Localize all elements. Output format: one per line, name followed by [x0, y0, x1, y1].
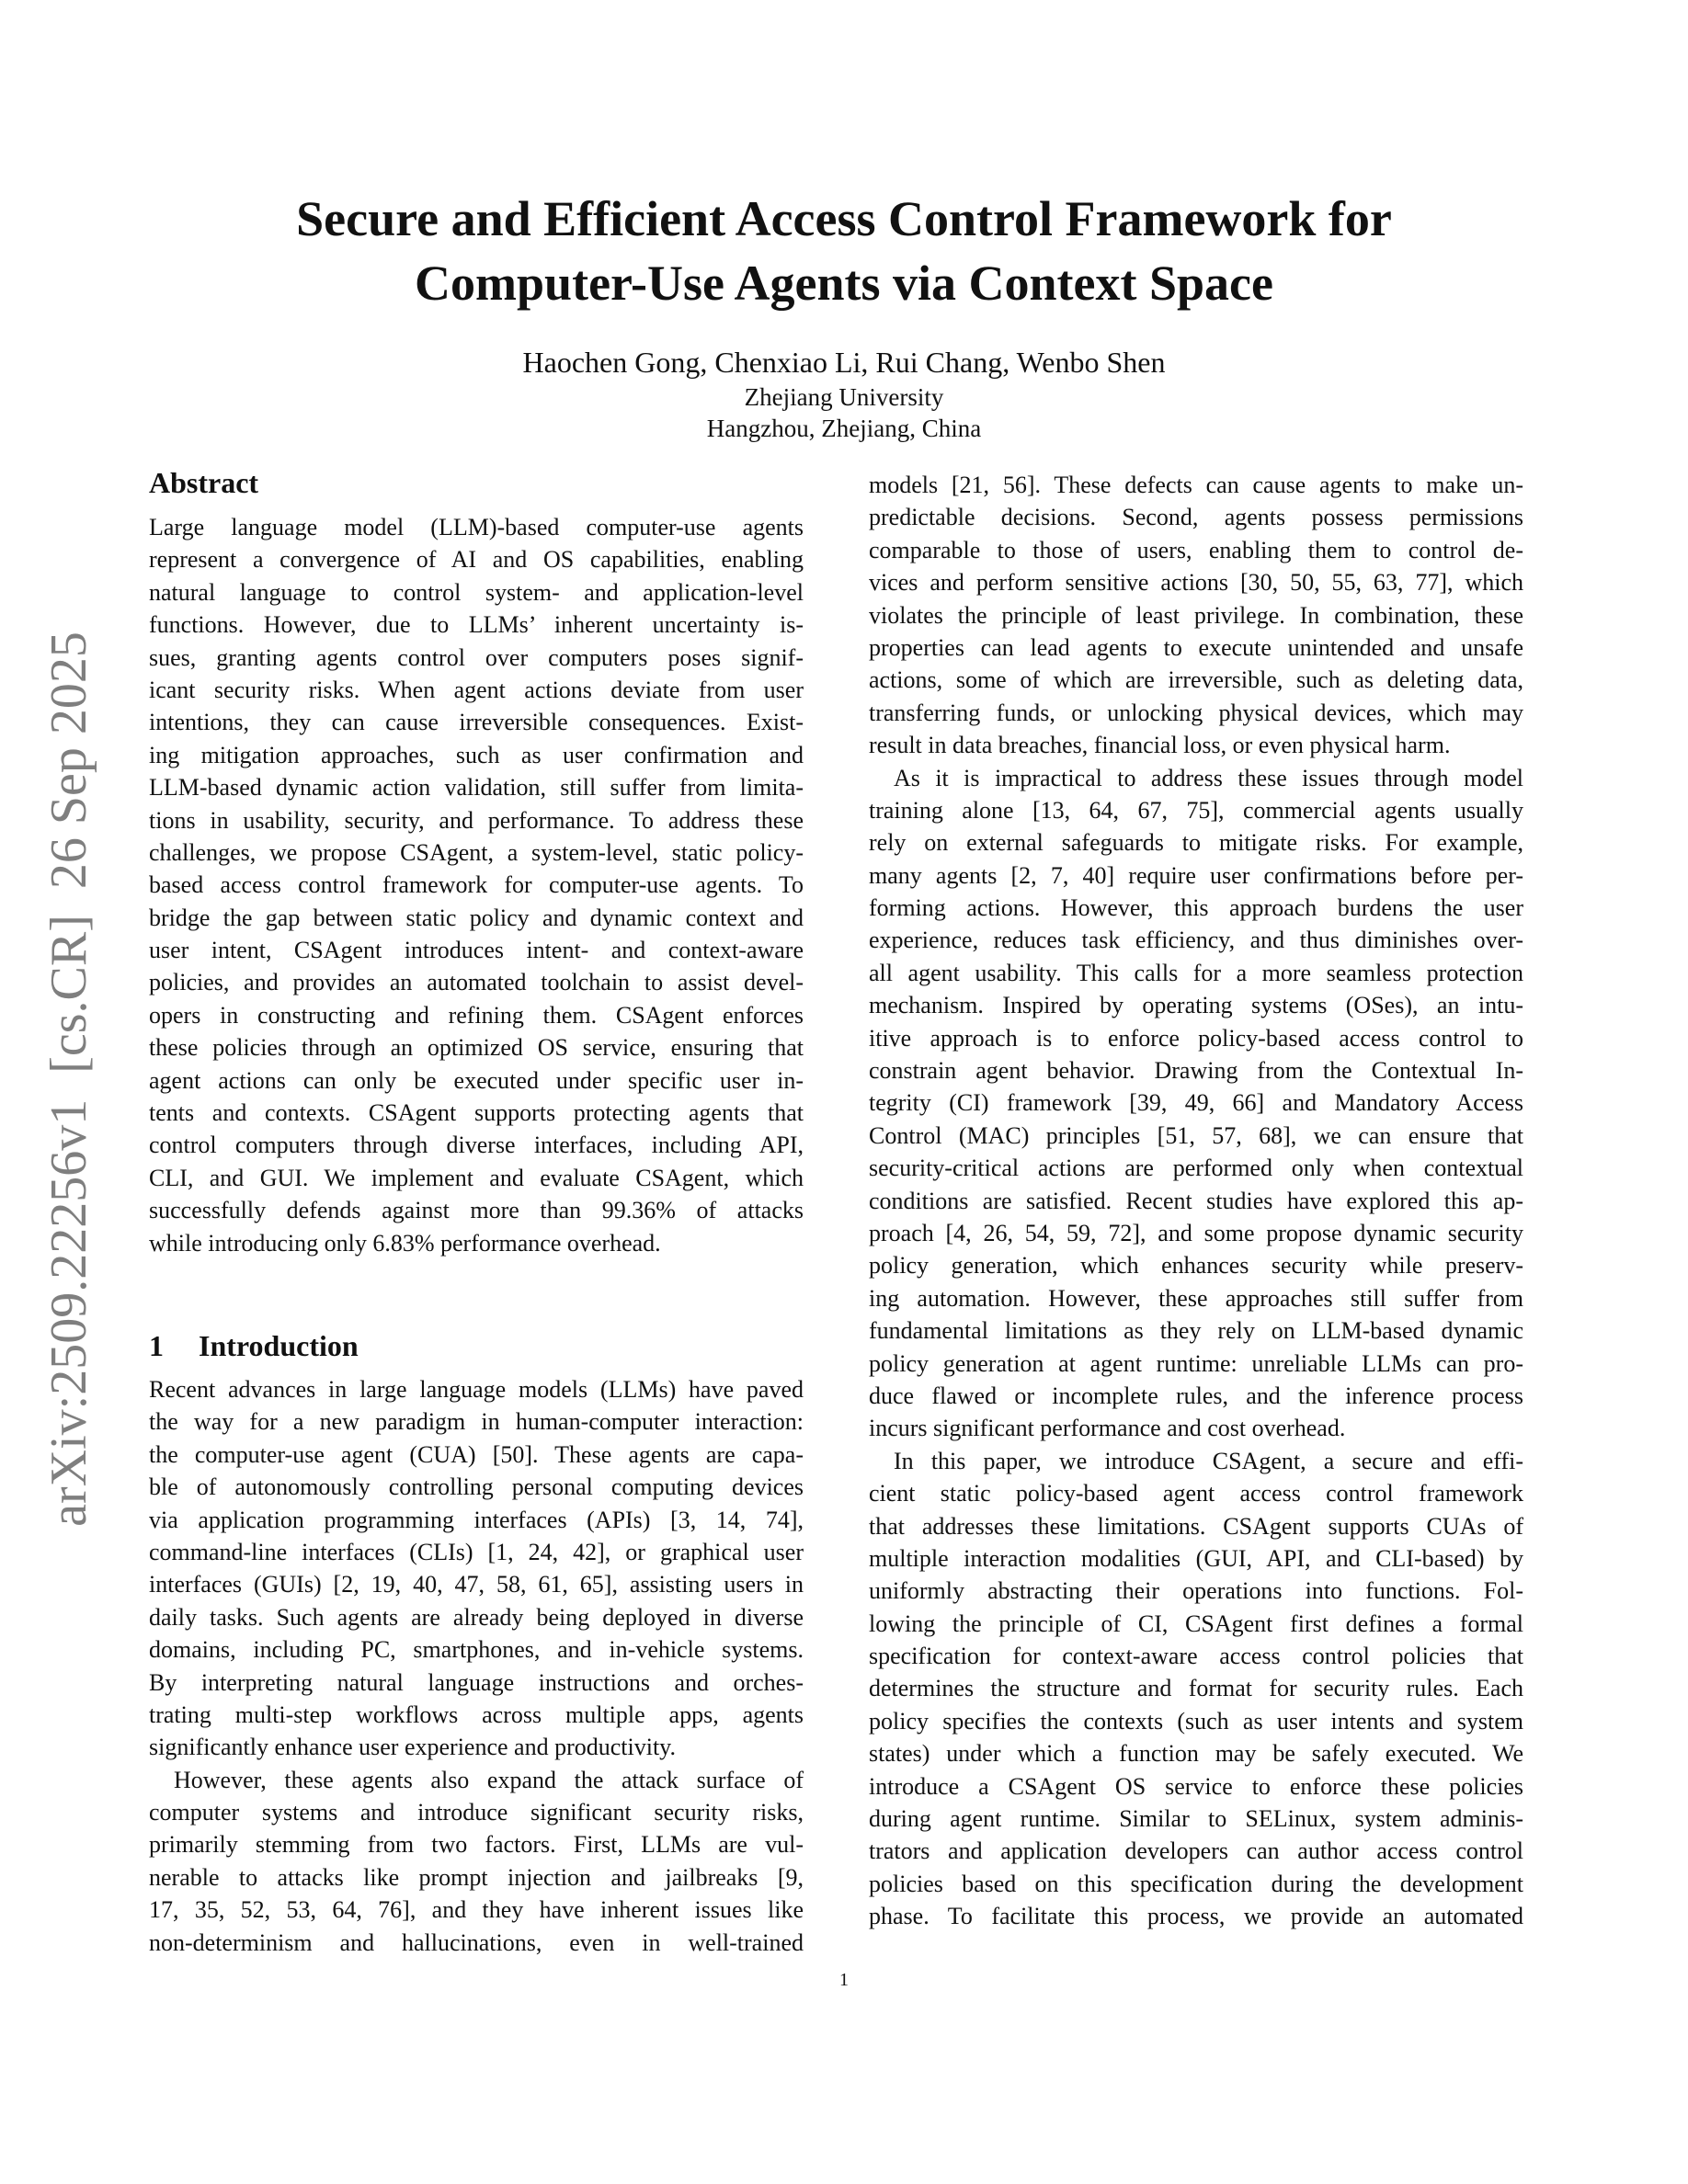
introduction-right-column [869, 469, 1523, 1933]
text-line: the computer-use agent (CUA) [50]. These agents are capa- [149, 1440, 804, 1468]
text-line: challenges, we propose CSAgent, a system-level, static policy- [149, 838, 804, 866]
text-line: states) under which a function may be safely executed. We [869, 1740, 1523, 1768]
text-line: experience, reduces task efficiency, and thus diminishes over- [869, 927, 1523, 954]
text-line: conditions are satisfied. Recent studies have explored this ap- [869, 1187, 1523, 1214]
text-line: sues, granting agents control over computers poses signif- [149, 643, 804, 671]
text-line: functions. However, due to LLMs’ inherent uncertainty is- [149, 611, 804, 639]
paragraph [149, 1764, 804, 1959]
text-line: lowing the principle of CI, CSAgent first defines a formal [869, 1610, 1523, 1637]
text-line: 17, 35, 52, 53, 64, 76], and they have inherent issues like [149, 1896, 804, 1924]
text-line: natural language to control system- and application-level [149, 578, 804, 606]
text-line: However, these agents also expand the attack surface of [174, 1766, 804, 1793]
text-line: bridge the gap between static policy and dynamic context and [149, 904, 804, 931]
text-line: represent a convergence of AI and OS capabilities, enabling [149, 546, 804, 574]
text-line: icant security risks. When agent actions deviate from user [149, 676, 804, 703]
text-line: daily tasks. Such agents are already being deployed in diverse [149, 1603, 804, 1631]
paragraph [149, 1373, 804, 1764]
text-line: domains, including PC, smartphones, and in-vehicle systems. [149, 1636, 804, 1664]
text-line: opers in constructing and refining them. CSAgent enforces [149, 1001, 804, 1029]
introduction-left-column [149, 1373, 804, 1959]
paragraph [149, 511, 804, 1259]
text-line: agent actions can only be executed under specific user in- [149, 1066, 804, 1094]
text-line: itive approach is to enforce policy-based access control to [869, 1024, 1523, 1052]
text-line: policies, and provides an automated toolchain to assist devel- [149, 969, 804, 996]
text-line: introduce a CSAgent OS service to enforce these policies [869, 1772, 1523, 1800]
text-line: forming actions. However, this approach burdens the user [869, 894, 1523, 922]
text-line: CLI, and GUI. We implement and evaluate CSAgent, which [149, 1164, 804, 1191]
text-line: rely on external safeguards to mitigate risks. For example, [869, 829, 1523, 857]
text-line: tents and contexts. CSAgent supports protecting agents that [149, 1099, 804, 1127]
text-line: intentions, they can cause irreversible consequences. Exist- [149, 709, 804, 736]
text-line: specification for context-aware access control policies that [869, 1643, 1523, 1670]
text-line: actions, some of which are irreversible, such as deleting data, [869, 666, 1523, 694]
paper-title [0, 187, 1688, 315]
paragraph [869, 469, 1523, 762]
text-line: multiple interaction modalities (GUI, API, and CLI-based) by [869, 1544, 1523, 1572]
text-line: determines the structure and format for security rules. Each [869, 1675, 1523, 1702]
affiliation [0, 381, 1688, 444]
abstract-heading: Abstract [149, 466, 259, 499]
text-line: ing automation. However, these approaches still suffer from [869, 1284, 1523, 1312]
page-number: 1 [839, 1970, 849, 1990]
text-line: the way for a new paradigm in human-computer interaction: [149, 1408, 804, 1436]
affiliation-institution: Zhejiang University [744, 383, 944, 411]
text-line: predictable decisions. Second, agents possess permissions [869, 504, 1523, 531]
text-line: trators and application developers can author access control [869, 1837, 1523, 1865]
text-line: during agent runtime. Similar to SELinux, system adminis- [869, 1805, 1523, 1833]
abstract-body [149, 511, 804, 1259]
text-line: policies based on this specification during the development [869, 1870, 1523, 1897]
text-line: Recent advances in large language models (LLMs) have paved [149, 1376, 804, 1403]
text-line: based access control framework for computer-use agents. To [149, 871, 804, 899]
text-line: command-line interfaces (CLIs) [1, 24, 42], or graphical user [149, 1538, 804, 1565]
text-line: By interpreting natural language instructions and orches- [149, 1668, 804, 1696]
affiliation-location: Hangzhou, Zhejiang, China [706, 415, 982, 442]
text-line: mechanism. Inspired by operating systems (OSes), an intu- [869, 992, 1523, 1019]
section-number: 1 [149, 1329, 164, 1362]
section-title: Introduction [199, 1329, 359, 1362]
text-line: tions in usability, security, and performance. To address these [149, 806, 804, 834]
title-line: Secure and Efficient Access Control Framework for [296, 191, 1392, 246]
text-line: LLM-based dynamic action validation, still suffer from limita- [149, 774, 804, 802]
text-line: trating multi-step workflows across multiple apps, agents [149, 1701, 804, 1728]
text-line: successfully defends against more than 99.36% of attacks [149, 1197, 804, 1224]
text-line: incurs significant performance and cost overhead. [869, 1415, 1346, 1442]
text-line: primarily stemming from two factors. First, LLMs are vul- [149, 1831, 804, 1859]
text-line: significantly enhance user experience and productivity. [149, 1734, 676, 1761]
text-line: that addresses these limitations. CSAgent supports CUAs of [869, 1512, 1523, 1540]
text-line: nerable to attacks like prompt injection and jailbreaks [9, [149, 1863, 804, 1891]
text-line: training alone [13, 64, 67, 75], commercial agents usually [869, 796, 1523, 824]
text-line: these policies through an optimized OS service, ensuring that [149, 1034, 804, 1062]
text-line: ble of autonomously controlling personal computing devices [149, 1473, 804, 1501]
text-line: vices and perform sensitive actions [30, 50, 55, 63, 77], which [869, 569, 1523, 597]
text-line: non-determinism and hallucinations, even in well-trained [149, 1928, 804, 1956]
text-line: In this paper, we introduce CSAgent, a secure and effi- [894, 1447, 1523, 1474]
text-line: cient static policy-based agent access control framework [869, 1480, 1523, 1507]
text-line: policy specifies the contexts (such as user intents and system [869, 1707, 1523, 1735]
text-line: while introducing only 6.83% performance overhead. [149, 1229, 661, 1257]
text-line: tegrity (CI) framework [39, 49, 66] and Mandatory Access [869, 1089, 1523, 1117]
text-line: properties can lead agents to execute unintended and unsafe [869, 633, 1523, 661]
text-line: constrain agent behavior. Drawing from the Contextual In- [869, 1057, 1523, 1085]
text-line: Large language model (LLM)-based computer-use agents [149, 514, 804, 540]
text-line: interfaces (GUIs) [2, 19, 40, 47, 58, 61, 65], assisting users in [149, 1571, 804, 1598]
text-line: violates the principle of least privilege. In combination, these [869, 601, 1523, 629]
introduction-heading [149, 1329, 359, 1363]
text-line: security-critical actions are performed only when contextual [869, 1155, 1523, 1182]
text-line: computer systems and introduce significant security risks, [149, 1799, 804, 1826]
text-line: control computers through diverse interfaces, including API, [149, 1132, 804, 1159]
authors: Haochen Gong, Chenxiao Li, Rui Chang, Wenbo Shen [522, 346, 1166, 379]
text-line: Control (MAC) principles [51, 57, 68], we can ensure that [869, 1121, 1523, 1149]
text-line: ing mitigation approaches, such as user confirmation and [149, 741, 804, 768]
arxiv-identifier-sidebar: arXiv:2509.22256v1 [cs.CR] 26 Sep 2025 [40, 631, 97, 1527]
text-line: fundamental limitations as they rely on LLM-based dynamic [869, 1317, 1523, 1345]
text-line: As it is impractical to address these issues through model [894, 764, 1523, 791]
text-line: duce flawed or incomplete rules, and the inference process [869, 1382, 1523, 1409]
text-line: result in data breaches, financial loss, or even physical harm. [869, 732, 1451, 759]
text-line: comparable to those of users, enabling them to control de- [869, 536, 1523, 563]
paragraph [869, 1445, 1523, 1933]
text-line: policy generation at agent runtime: unreliable LLMs can pro- [869, 1349, 1523, 1377]
text-line: models [21, 56]. These defects can cause agents to make un- [869, 472, 1523, 498]
text-line: transferring funds, or unlocking physical devices, which may [869, 699, 1523, 726]
text-line: policy generation, which enhances security while preserv- [869, 1252, 1523, 1280]
text-line: all agent usability. This calls for a more seamless protection [869, 959, 1523, 986]
title-line: Computer-Use Agents via Context Space [415, 256, 1273, 311]
text-line: via application programming interfaces (APIs) [3, 14, 74], [149, 1506, 804, 1533]
text-line: phase. To facilitate this process, we provide an automated [869, 1903, 1523, 1930]
paragraph [869, 762, 1523, 1445]
text-line: user intent, CSAgent introduces intent- and context-aware [149, 937, 804, 964]
text-line: uniformly abstracting their operations into functions. Fol- [869, 1577, 1523, 1605]
text-line: proach [4, 26, 54, 59, 72], and some propose dynamic security [869, 1219, 1523, 1246]
text-line: many agents [2, 7, 40] require user confirmations before per- [869, 861, 1523, 889]
